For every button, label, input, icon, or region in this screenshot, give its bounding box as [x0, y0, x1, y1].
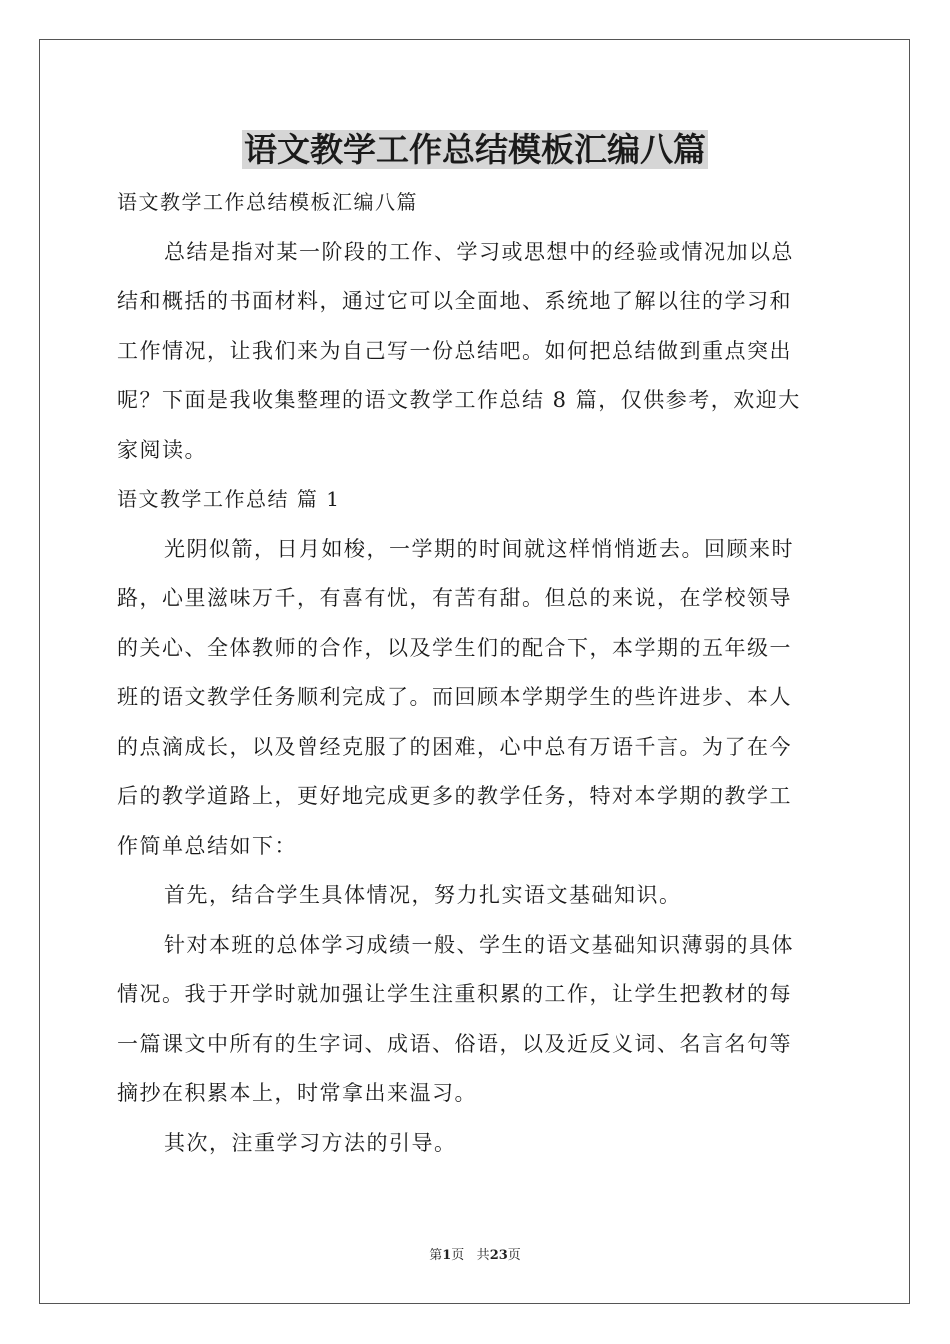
document-body: [117, 178, 837, 1168]
footer-total-label: 页: [507, 1248, 521, 1263]
paragraph-line: 作简单总结如下：: [117, 833, 297, 858]
paragraph-line: 路，心里滋味万千，有喜有忧，有苦有甜。但总的来说，在学校领导: [117, 586, 792, 610]
paragraph-line: 班的语文教学任务顺利完成了。而回顾本学期学生的些许进步、本人: [117, 685, 792, 709]
paragraph-line: 情况。我于开学时就加强让学生注重积累的工作，让学生把教材的每: [117, 982, 792, 1006]
page-footer: [0, 1246, 950, 1266]
paragraph-line: 首先，结合学生具体情况，努力扎实语文基础知识。: [164, 883, 682, 907]
paragraph-line: 后的教学道路上，更好地完成更多的教学任务，特对本学期的教学工: [117, 784, 792, 808]
paragraph-line: 一篇课文中所有的生字词、成语、俗语，以及近反义词、名言名句等: [117, 1031, 792, 1056]
footer-total-pages: 23: [489, 1248, 508, 1263]
section-heading: 语文教学工作总结模板汇编八篇: [117, 190, 418, 214]
document-title-text: 语文教学工作总结模板汇编八篇: [244, 130, 706, 169]
paragraph-line: 的关心、全体教师的合作，以及学生们的配合下，本学期的五年级一: [117, 635, 792, 660]
footer-current-page: 1: [442, 1248, 452, 1263]
paragraph-line: 家阅读。: [117, 437, 207, 462]
paragraph-line: 针对本班的总体学习成绩一般、学生的语文基础知识薄弱的具体: [164, 932, 794, 957]
section-heading: 语文教学工作总结 篇 1: [117, 487, 341, 511]
paragraph-line: 工作情况，让我们来为自己写一份总结吧。如何把总结做到重点突出: [117, 338, 792, 363]
footer-page-label: 页: [451, 1248, 465, 1263]
document-title: [0, 124, 950, 176]
footer-prefix: 第: [429, 1248, 443, 1263]
paragraph-line: 总结是指对某一阶段的工作、学习或思想中的经验或情况加以总: [164, 239, 794, 264]
footer-total-prefix: 共: [476, 1248, 490, 1263]
paragraph-line: 的点滴成长，以及曾经克服了的困难，心中总有万语千言。为了在今: [117, 734, 792, 759]
paragraph-line: 结和概括的书面材料，通过它可以全面地、系统地了解以往的学习和: [117, 289, 792, 313]
paragraph-line: 光阴似箭，日月如梭，一学期的时间就这样悄悄逝去。回顾来时: [164, 536, 794, 561]
paragraph-line: 呢？下面是我收集整理的语文教学工作总结 8 篇，仅供参考，欢迎大: [117, 388, 801, 412]
paragraph-line: 摘抄在积累本上，时常拿出来温习。: [117, 1081, 477, 1105]
paragraph-line: 其次，注重学习方法的引导。: [164, 1130, 457, 1155]
